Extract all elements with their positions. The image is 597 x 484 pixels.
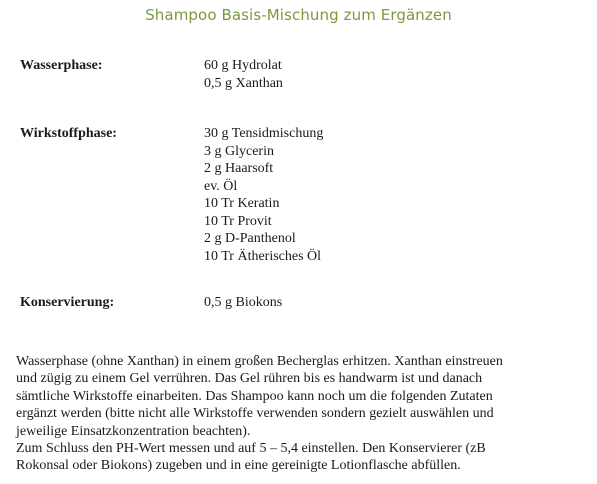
preservation-label: Konservierung: <box>20 295 115 310</box>
instruction-line: Zum Schluss den PH-Wert messen und auf 5 – 5,4 einstellen. Den Konservierer (zB <box>16 441 486 457</box>
instruction-line: sämtliche Wirkstoffe einarbeiten. Das Shampoo kann noch um die folgenden Zutaten <box>16 388 493 404</box>
instruction-line: Wasserphase (ohne Xanthan) in einem großen Becherglas erhitzen. Xanthan einstreuen <box>16 354 503 369</box>
water-phase-label: Wasserphase: <box>20 58 103 73</box>
document-title: Shampoo Basis-Mischung zum Ergänzen <box>145 6 452 24</box>
ingredient-item: 2 g Haarsoft <box>204 161 274 176</box>
water-phase-ingredients <box>204 57 283 92</box>
instruction-line: und zügig zu einem Gel verrühren. Das Gel rühren bis es handwarm ist und danach <box>16 371 483 387</box>
ingredient-item: 2 g D-Panthenol <box>204 231 296 246</box>
instruction-line: Rokonsal oder Biokons) zugeben und in eine gereinigte Lotionflasche abfüllen. <box>16 458 461 474</box>
ingredient-item: 3 g Glycerin <box>204 143 274 159</box>
ingredient-item: 10 Tr Ätherisches Öl <box>204 248 322 264</box>
instruction-line: jeweilige Einsatzkonzentration beachten). <box>16 423 251 439</box>
active-phase-label: Wirkstoffphase: <box>20 126 117 141</box>
instructions-paragraph-2 <box>16 440 582 475</box>
ingredient-item: 0,5 g Biokons <box>204 295 283 310</box>
instructions-paragraph-1 <box>16 353 582 440</box>
ingredient-item: 30 g Tensidmischung <box>204 126 324 141</box>
ingredient-item: 60 g Hydrolat <box>204 58 282 73</box>
ingredient-item: 10 Tr Keratin <box>204 196 280 211</box>
instruction-line: ergänzt werden (bitte nicht alle Wirkstoffe verwenden sondern gezielt auswählen und <box>16 406 494 422</box>
active-phase-ingredients <box>204 125 323 265</box>
preservation-ingredients <box>204 294 282 312</box>
instructions-text <box>16 353 582 475</box>
ingredient-item: ev. Öl <box>204 178 238 194</box>
ingredient-item: 0,5 g Xanthan <box>204 75 283 91</box>
ingredient-item: 10 Tr Provit <box>204 213 272 229</box>
